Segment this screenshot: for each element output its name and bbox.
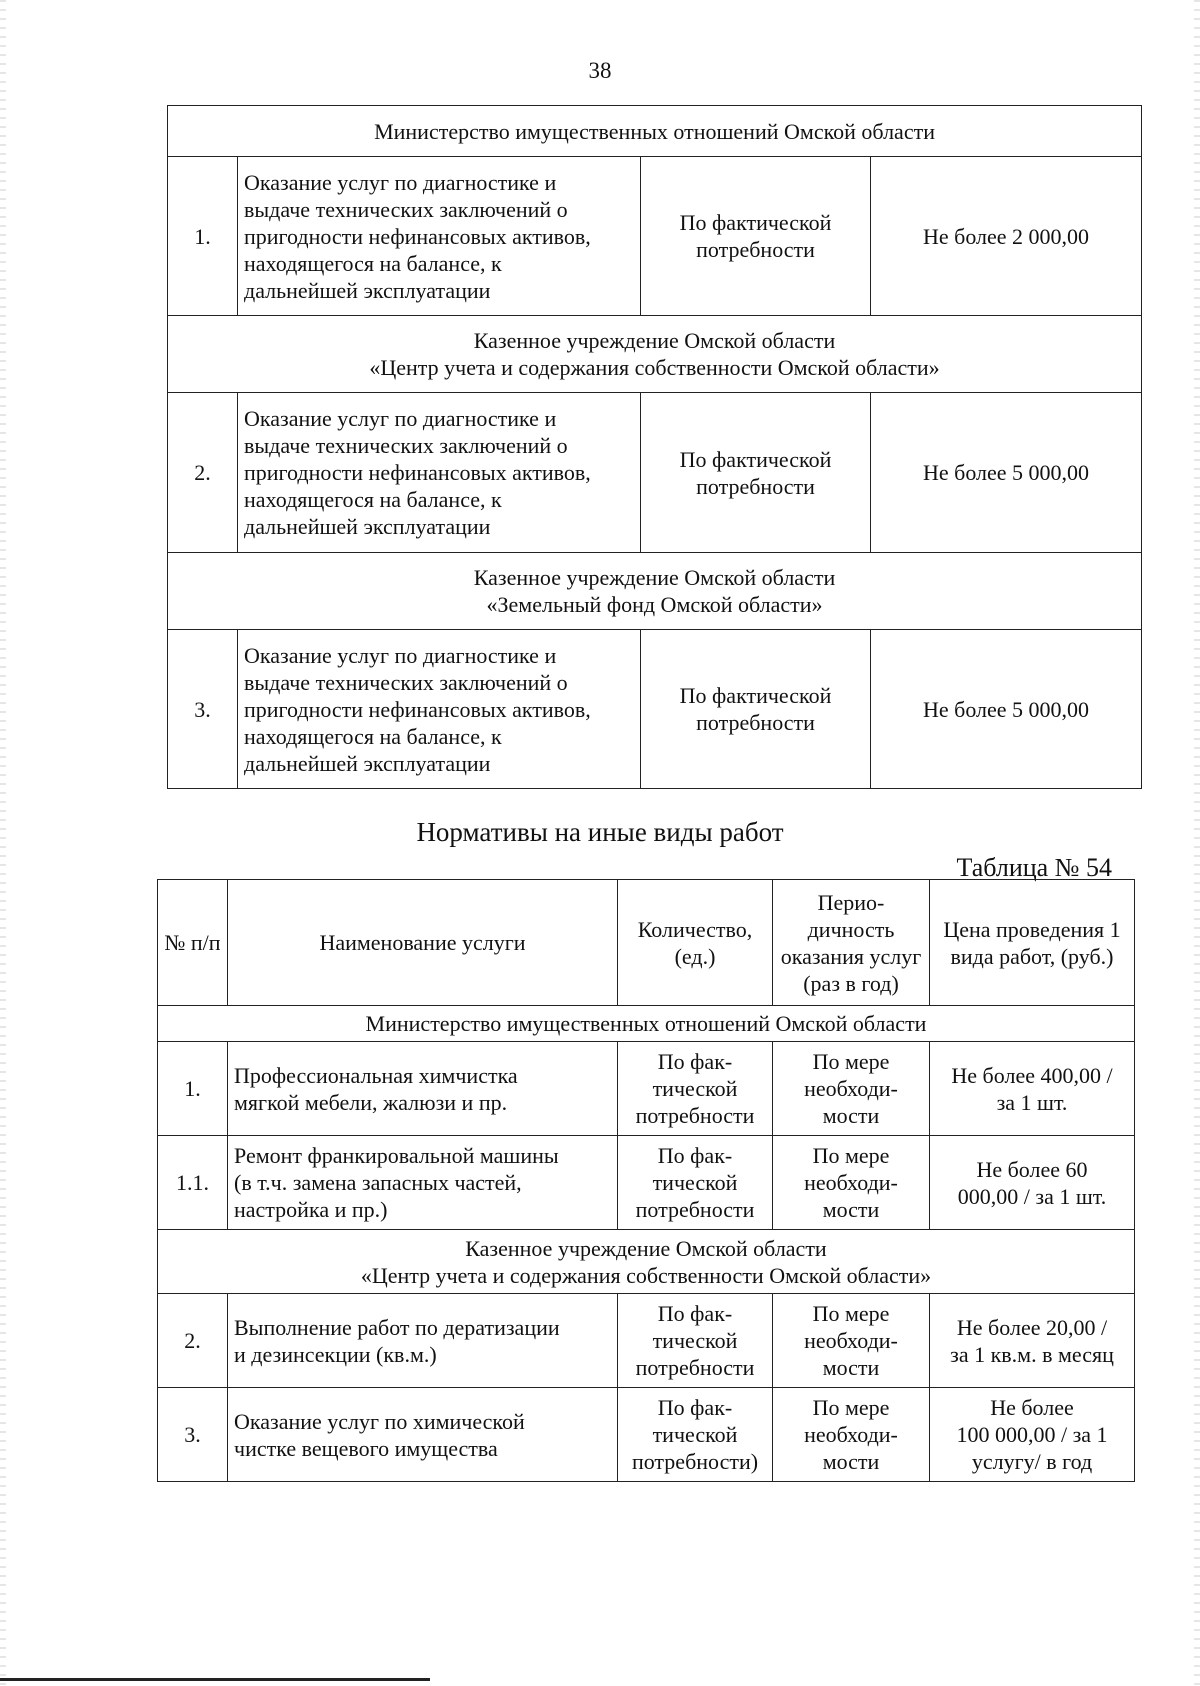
row-number: 3. [168, 630, 238, 789]
service-name: Оказание услуг по диагностике и выдаче технических заключений о пригодности нефинансовых активов, находящегося на балансе, к дальнейшей эксплуатации [238, 157, 641, 316]
table-row [168, 630, 1142, 789]
table-row [158, 1388, 1135, 1482]
periodicity: По мере необходи- мости [773, 1042, 930, 1136]
page-number: 38 [588, 58, 612, 83]
price: Не более 5 000,00 [871, 630, 1142, 789]
table-row [158, 1042, 1135, 1136]
row-number: 2. [158, 1294, 228, 1388]
service-name: Выполнение работ по дератизации и дезинсекции (кв.м.) [228, 1294, 618, 1388]
service-name: Профессиональная химчистка мягкой мебели, жалюзи и пр. [228, 1042, 618, 1136]
price: Не более 60 000,00 / за 1 шт. [930, 1136, 1135, 1230]
org-name: Министерство имущественных отношений Омской области [158, 1006, 1135, 1042]
org-row [168, 106, 1142, 157]
table-row [168, 393, 1142, 553]
quantity: По фак- тической потребности [618, 1136, 773, 1230]
table-row [158, 1136, 1135, 1230]
services-table-2 [157, 879, 1135, 1482]
header-qty: Количество, (ед.) [618, 880, 773, 1006]
org-name: Казенное учреждение Омской области «Центр учета и содержания собственности Омской области» [168, 316, 1142, 393]
header-name: Наименование услуги [228, 880, 618, 1006]
service-name: Оказание услуг по диагностике и выдаче технических заключений о пригодности нефинансовых активов, находящегося на балансе, к дальнейшей эксплуатации [238, 630, 641, 789]
header-price: Цена проведения 1 вида работ, (руб.) [930, 880, 1135, 1006]
service-name: Ремонт франкировальной машины (в т.ч. замена запасных частей, настройка и пр.) [228, 1136, 618, 1230]
row-number: 1. [158, 1042, 228, 1136]
quantity: По фак- тической потребности [618, 1294, 773, 1388]
org-name: Казенное учреждение Омской области «Центр учета и содержания собственности Омской области» [158, 1230, 1135, 1294]
table-number: Таблица № 54 [956, 853, 1112, 882]
table-row [168, 157, 1142, 316]
org-row [168, 316, 1142, 393]
quantity: По фактической потребности [641, 157, 871, 316]
row-number: 1. [168, 157, 238, 316]
row-number: 2. [168, 393, 238, 553]
header-num: № п/п [158, 880, 228, 1006]
org-row [158, 1006, 1135, 1042]
price: Не более 100 000,00 / за 1 услугу/ в год [930, 1388, 1135, 1482]
row-number: 3. [158, 1388, 228, 1482]
periodicity: По мере необходи- мости [773, 1388, 930, 1482]
header-period: Перио- дичность оказания услуг (раз в год) [773, 880, 930, 1006]
org-name: Казенное учреждение Омской области «Земельный фонд Омской области» [168, 553, 1142, 630]
section-heading: Нормативы на иные виды работ [416, 817, 784, 847]
quantity: По фактической потребности [641, 393, 871, 553]
service-name: Оказание услуг по диагностике и выдаче технических заключений о пригодности нефинансовых активов, находящегося на балансе, к дальнейшей эксплуатации [238, 393, 641, 553]
quantity: По фактической потребности [641, 630, 871, 789]
periodicity: По мере необходи- мости [773, 1294, 930, 1388]
periodicity: По мере необходи- мости [773, 1136, 930, 1230]
price: Не более 2 000,00 [871, 157, 1142, 316]
org-row [168, 553, 1142, 630]
org-name: Министерство имущественных отношений Омской области [168, 106, 1142, 157]
table-row [158, 1294, 1135, 1388]
scan-bottom-edge [0, 1678, 430, 1681]
price: Не более 5 000,00 [871, 393, 1142, 553]
row-number: 1.1. [158, 1136, 228, 1230]
service-name: Оказание услуг по химической чистке вещевого имущества [228, 1388, 618, 1482]
org-row [158, 1230, 1135, 1294]
price: Не более 20,00 / за 1 кв.м. в месяц [930, 1294, 1135, 1388]
header-row [158, 880, 1135, 1006]
quantity: По фак- тической потребности [618, 1042, 773, 1136]
services-table-1 [167, 105, 1142, 789]
price: Не более 400,00 / за 1 шт. [930, 1042, 1135, 1136]
quantity: По фак- тической потребности) [618, 1388, 773, 1482]
